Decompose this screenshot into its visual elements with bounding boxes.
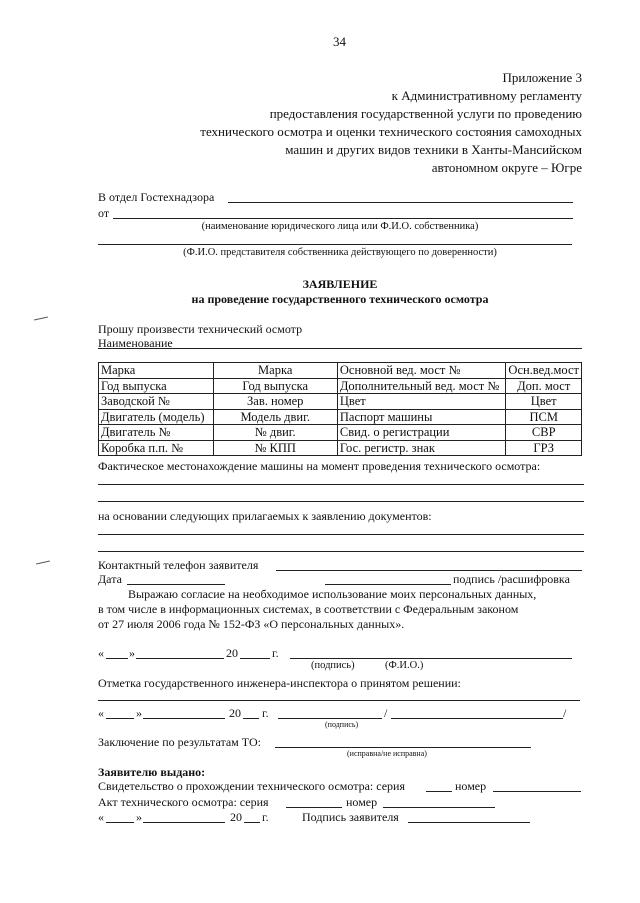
location-field-1[interactable] [98, 484, 584, 485]
vehicle-table-cell: Гос. регистр. знак [337, 440, 506, 456]
day-field[interactable] [106, 822, 134, 823]
vehicle-table-cell: Двигатель (модель) [99, 409, 214, 425]
name-field[interactable] [98, 348, 582, 349]
vehicle-table-cell: ПСМ [506, 409, 582, 425]
vehicle-table-cell: Заводской № [99, 394, 214, 410]
vehicle-table-cell: Свид. о регистрации [337, 425, 506, 441]
vehicle-table-cell: Марка [213, 363, 337, 379]
consent-line: Выражаю согласие на необходимое использование моих персональных данных, [128, 587, 537, 601]
slash-separator: / [563, 706, 567, 720]
documents-field-1[interactable] [98, 534, 584, 535]
certificate-number-label: номер [455, 779, 487, 793]
vehicle-table-cell: Осн.вед.мост [506, 363, 582, 379]
year-field[interactable] [240, 658, 270, 659]
request-text: Прошу произвести технический осмотр [98, 322, 303, 336]
name-label: Наименование [98, 336, 173, 350]
sign-fio-field[interactable] [290, 658, 572, 659]
documents-field-2[interactable] [98, 551, 584, 552]
vehicle-table-row [99, 363, 582, 379]
quote-open: « [98, 810, 104, 824]
vehicle-table-row [99, 409, 582, 425]
year-prefix: 20 [230, 810, 242, 824]
year-suffix: г. [272, 646, 279, 660]
inspector-field[interactable] [98, 700, 580, 701]
appendix-line: Приложение 3 [502, 70, 582, 85]
quote-open: « [98, 646, 104, 660]
certificate-text: Свидетельство о прохождении технического осмотра: серия [98, 779, 406, 793]
vehicle-table-row [99, 440, 582, 456]
slash-separator: / [384, 706, 388, 720]
vehicle-table-cell: Паспорт машины [337, 409, 506, 425]
vehicle-table-cell: Цвет [506, 394, 582, 410]
appendix-line: автономном округе – Югре [431, 160, 582, 175]
contact-label: Контактный телефон заявителя [98, 558, 259, 572]
year-prefix: 20 [226, 646, 238, 660]
vehicle-table-cell: СВР [506, 425, 582, 441]
inspector-note: Отметка государственного инженера-инспектора о принятом решении: [98, 676, 461, 690]
vehicle-table-cell: № КПП [213, 440, 337, 456]
vehicle-table-cell: Коробка п.п. № [99, 440, 214, 456]
vehicle-table-cell: Двигатель № [99, 425, 214, 441]
appendix-line: предоставления государственной услуги по проведению [269, 106, 582, 121]
inspector-sign-field[interactable] [278, 718, 382, 719]
representative-field[interactable] [98, 244, 572, 245]
year-field[interactable] [244, 822, 260, 823]
vehicle-table-cell: Доп. мост [506, 378, 582, 394]
vehicle-table-cell: Дополнительный вед. мост № [337, 378, 506, 394]
day-field[interactable] [106, 658, 128, 659]
certificate-series-field[interactable] [426, 791, 452, 792]
quote-close: » [136, 706, 142, 720]
sign-caption: (подпись) [311, 660, 355, 671]
from-label: от [98, 206, 110, 220]
sign-caption: (подпись) [325, 720, 359, 729]
applicant-sign-field[interactable] [408, 822, 530, 823]
vehicle-table-row [99, 394, 582, 410]
margin-mark [34, 317, 48, 321]
appendix-line: машин и других видов техники в Ханты-Мансийском [285, 142, 582, 157]
consent-line: от 27 июля 2006 года № 152-ФЗ «О персональных данных». [98, 617, 405, 631]
year-field[interactable] [243, 718, 259, 719]
vehicle-table-cell: ГРЗ [506, 440, 582, 456]
documents-text: на основании следующих прилагаемых к заявлению документов: [98, 509, 432, 523]
quote-close: » [129, 646, 135, 660]
vehicle-table-row [99, 378, 582, 394]
month-field[interactable] [136, 658, 224, 659]
vehicle-table-cell: Основной вед. мост № [337, 363, 506, 379]
date-label: Дата [98, 572, 122, 586]
location-text: Фактическое местонахождение машины на момент проведения технического осмотра: [98, 459, 541, 473]
act-series-field[interactable] [286, 807, 342, 808]
year-suffix: г. [262, 810, 269, 824]
conclusion-field[interactable] [275, 747, 531, 748]
month-field[interactable] [143, 718, 225, 719]
signature-label: подпись /расшифровка [453, 572, 570, 586]
day-field[interactable] [106, 718, 134, 719]
vehicle-table [98, 362, 582, 456]
page-number: 34 [333, 34, 346, 49]
margin-mark [36, 561, 50, 565]
appendix-line: технического осмотра и оценки технического состояния самоходных [200, 124, 582, 139]
fio-caption: (Ф.И.О.) [385, 660, 424, 671]
vehicle-table-cell: № двиг. [213, 425, 337, 441]
act-text: Акт технического осмотра: серия [98, 795, 269, 809]
vehicle-table-cell: Цвет [337, 394, 506, 410]
quote-close: » [136, 810, 142, 824]
vehicle-table-cell: Модель двиг. [213, 409, 337, 425]
year-suffix: г. [262, 706, 269, 720]
conclusion-caption: (исправна/не исправна) [347, 749, 427, 758]
document-subtitle: на проведение государственного технического осмотра [191, 292, 489, 306]
date-field[interactable] [127, 584, 225, 585]
inspector-fio-field[interactable] [391, 718, 563, 719]
vehicle-table-row [99, 425, 582, 441]
act-number-field[interactable] [383, 807, 495, 808]
consent-line: в том числе в информационных системах, в соответствии с Федеральным законом [98, 602, 519, 616]
vehicle-table-cell: Год выпуска [99, 378, 214, 394]
act-number-label: номер [346, 795, 378, 809]
month-field[interactable] [143, 822, 225, 823]
to-dept-label: В отдел Гостехнадзора [98, 190, 215, 204]
signature-field[interactable] [325, 584, 451, 585]
issued-heading: Заявителю выдано: [98, 765, 206, 779]
appendix-line: к Административному регламенту [391, 88, 582, 103]
applicant-sign-label: Подпись заявителя [302, 810, 399, 824]
quote-open: « [98, 706, 104, 720]
vehicle-table-cell: Зав. номер [213, 394, 337, 410]
owner-field[interactable] [113, 218, 573, 219]
owner-caption: (наименование юридического лица или Ф.И.О. собственника) [201, 221, 479, 232]
certificate-number-field[interactable] [493, 791, 581, 792]
vehicle-table-cell: Год выпуска [213, 378, 337, 394]
to-dept-field[interactable] [228, 202, 573, 203]
year-prefix: 20 [229, 706, 241, 720]
vehicle-table-cell: Марка [99, 363, 214, 379]
contact-field[interactable] [276, 570, 582, 571]
location-field-2[interactable] [98, 501, 584, 502]
document-title: ЗАЯВЛЕНИЕ [302, 277, 378, 291]
conclusion-label: Заключение по результатам ТО: [98, 735, 261, 749]
representative-caption: (Ф.И.О. представителя собственника действующего по доверенности) [183, 247, 497, 258]
